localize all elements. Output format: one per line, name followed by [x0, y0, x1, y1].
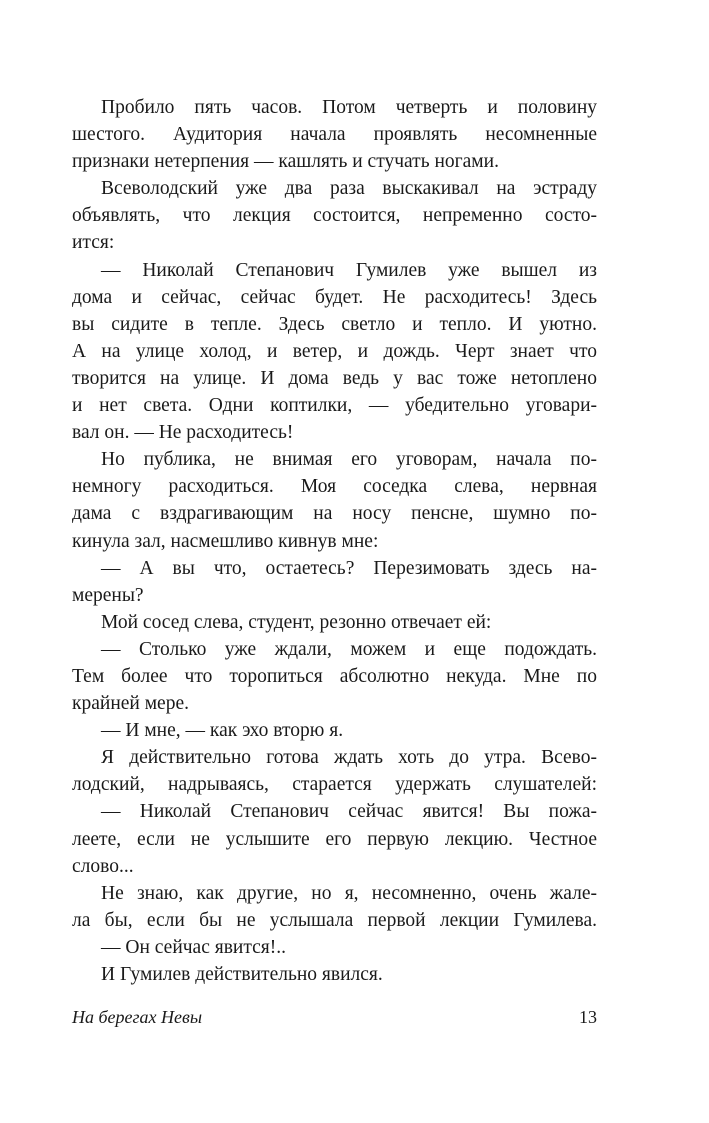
text-line: Не знаю, как другие, но я, несомненно, очень жале-: [101, 882, 597, 904]
text-line: — И мне, — как эхо вторю я.: [101, 720, 344, 742]
text-line: признаки нетерпения — кашлять и стучать ногами.: [72, 151, 499, 173]
text-line: вал он. — Не расходитесь!: [72, 422, 294, 444]
text-line: леете, если не услышите его первую лекцию. Честное: [72, 828, 597, 850]
text-line: ится:: [72, 232, 115, 254]
text-line: дома и сейчас, сейчас будет. Не расходитесь! Здесь: [72, 286, 597, 308]
text-line: дама с вздрагивающим на носу пенсне, шумно по-: [72, 503, 597, 525]
text-line: А на улице холод, и ветер, и дождь. Черт знает что: [72, 340, 597, 362]
text-line: слово...: [72, 855, 134, 877]
text-line: — Николай Степанович сейчас явится! Вы пожа-: [101, 801, 597, 823]
text-line: Мой сосед слева, студент, резонно отвечает ей:: [101, 611, 492, 633]
text-line: — А вы что, остаетесь? Перезимовать здесь на-: [101, 557, 597, 579]
text-line: лодский, надрываясь, старается удержать слушателей:: [72, 774, 597, 796]
text-line: — Столько уже ждали, можем и еще подождать.: [101, 638, 597, 660]
text-line: вы сидите в тепле. Здесь светло и тепло. И уютно.: [72, 313, 597, 335]
text-line: и нет света. Одни коптилки, — убедительно уговари-: [72, 395, 597, 417]
text-line: кинула зал, насмешливо кивнув мне:: [72, 530, 379, 552]
page-footer: [72, 1003, 597, 1031]
text-line: ла бы, если бы не услышала первой лекции Гумилева.: [72, 909, 597, 931]
page-body: [72, 94, 597, 988]
text-line: объявлять, что лекция состоится, непременно состо-: [72, 205, 597, 227]
text-line: Пробило пять часов. Потом четверть и половину: [101, 97, 597, 118]
text-line: Всеволодский уже два раза выскакивал на эстраду: [101, 178, 597, 200]
text-line: — Николай Степанович Гумилев уже вышел из: [101, 259, 597, 281]
running-title: На берегах Невы: [72, 1007, 203, 1027]
text-line: Но публика, не внимая его уговорам, начала по-: [101, 449, 597, 471]
text-line: крайней мере.: [72, 693, 189, 715]
text-line: И Гумилев действительно явился.: [101, 964, 383, 985]
text-line: немногу расходиться. Моя соседка слева, нервная: [72, 476, 597, 498]
page-number: 13: [579, 1007, 597, 1027]
text-line: шестого. Аудитория начала проявлять несомненные: [72, 124, 597, 146]
text-line: творится на улице. И дома ведь у вас тоже нетоплено: [72, 367, 597, 389]
text-line: — Он сейчас явится!..: [101, 936, 286, 958]
text-line: мерены?: [72, 584, 144, 606]
text-line: Я действительно готова ждать хоть до утра. Всево-: [101, 747, 597, 769]
text-line: Тем более что торопиться абсолютно некуда. Мне по: [72, 665, 597, 687]
